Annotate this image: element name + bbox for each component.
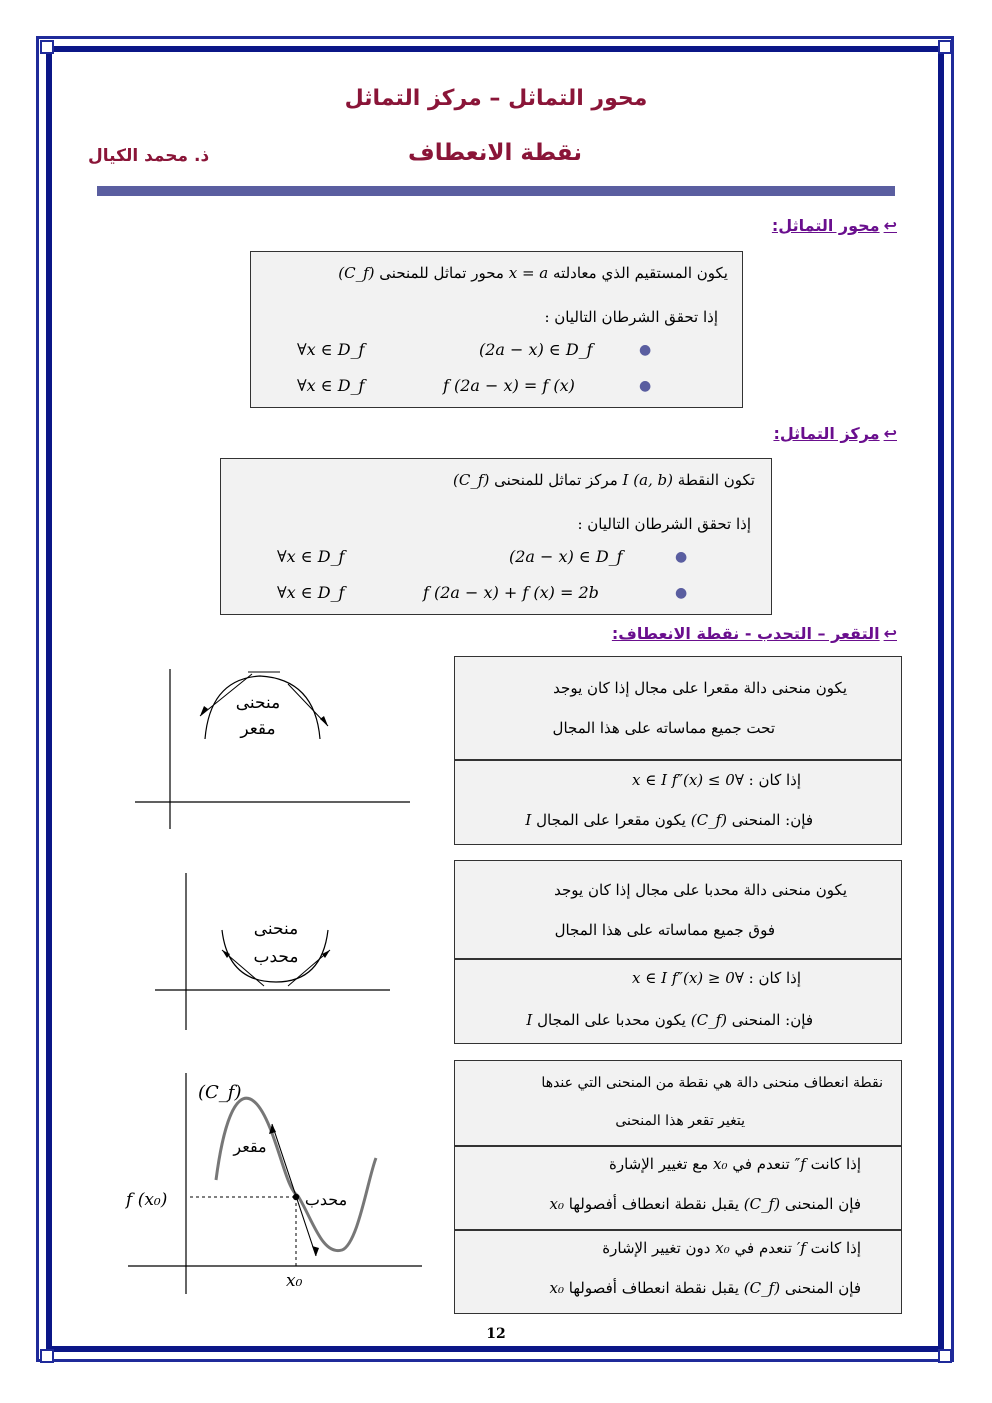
axis-cond1-expr: (2a − x) ∈ D_f (479, 340, 593, 359)
center-def-line1: تكون النقطة I (a, b) مركز تماثل للمنحنى (C_f) (453, 471, 755, 489)
inflection-cond2-line: إذا كانت f′ تنعدم في x₀ دون تغيير الإشارة (602, 1239, 861, 1257)
frame-corner (938, 40, 952, 54)
page-title: محور التماثل – مركز التماثل (344, 86, 648, 111)
frame-corner (938, 1349, 952, 1363)
header-divider (97, 186, 895, 196)
inflection-concl2-line: فإن المنحنى (C_f) يقبل نقطة انعطاف أفصولها x₀ (549, 1279, 861, 1297)
inflection-figure-concave-label: مقعر (233, 1137, 267, 1156)
box-divider (455, 958, 901, 960)
axis-def-line2: إذا تحقق الشرطان التاليان : (544, 308, 718, 326)
axis-cond2-expr: f (2a − x) = f (x) (443, 376, 575, 395)
center-cond2-expr: f (2a − x) + f (x) = 2b (423, 583, 599, 602)
center-cond1-quantifier: ∀x ∈ D_f (277, 547, 345, 566)
inflection-figure-convex-label: محدب (304, 1190, 348, 1209)
inflection-figure-fx0-label: f (x₀) (126, 1190, 168, 1210)
return-arrow-icon: ↩ (883, 424, 897, 443)
axis-definition-box (250, 251, 743, 408)
convex-definition-box (454, 860, 902, 1044)
page-subtitle: نقطة الانعطاف (408, 140, 582, 166)
author-name: ذ. محمد الكيال (88, 146, 210, 166)
axis-cond2-quantifier: ∀x ∈ D_f (297, 376, 365, 395)
center-definition-box (220, 458, 772, 615)
concave-figure-label2: مقعر (240, 719, 276, 739)
inflection-definition-box (454, 1060, 902, 1314)
section-heading-center: ↩مركز التماثل: (773, 424, 897, 443)
section-heading-axis: ↩محور التماثل: (771, 216, 897, 235)
axis-def-line1: يكون المستقيم الذي معادلته x = a محور تماثل للمنحنى (C_f) (338, 264, 728, 282)
convex-cond-line: إذا كان : ∀x ∈ I f″(x) ≥ 0 (632, 969, 801, 987)
concave-figure-label1: منحنى (235, 693, 281, 713)
box-divider (455, 1145, 901, 1147)
inflection-def-line1: نقطة انعطاف منحنى دالة هي نقطة من المنحنى التي عندها (541, 1075, 883, 1091)
frame-corner (40, 1349, 54, 1363)
inflection-cond1-line: إذا كانت f″ تنعدم في x₀ مع تغيير الإشارة (609, 1155, 861, 1173)
bullet-icon: ● (639, 342, 652, 358)
convex-figure-label2: محدب (253, 947, 299, 967)
center-cond1-expr: (2a − x) ∈ D_f (509, 547, 623, 566)
bullet-icon: ● (639, 378, 652, 394)
box-divider (455, 1229, 901, 1231)
bullet-icon: ● (675, 549, 688, 565)
inflection-concl1-line: فإن المنحنى (C_f) يقبل نقطة انعطاف أفصولها x₀ (549, 1195, 861, 1213)
axis-cond1-quantifier: ∀x ∈ D_f (297, 340, 365, 359)
inflection-figure-x0-label: x₀ (286, 1271, 303, 1291)
return-arrow-icon: ↩ (883, 216, 897, 235)
frame-corner (40, 40, 54, 54)
inflection-curve-figure (120, 1068, 430, 1298)
inflection-def-line2: يتغير تقعر هذا المنحنى (615, 1113, 745, 1129)
center-def-line2: إذا تحقق الشرطان التاليان : (577, 515, 751, 533)
convex-def-line2: فوق جميع مماساته على هذا المجال (554, 921, 775, 939)
concave-conclusion-line: فإن: المنحنى (C_f) يكون مقعرا على المجال I (525, 811, 813, 829)
concave-curve-figure (130, 664, 420, 836)
concave-definition-box (454, 656, 902, 845)
inflection-figure-cf-label: (C_f) (198, 1082, 242, 1103)
convex-conclusion-line: فإن: المنحنى (C_f) يكون محدبا على المجال I (526, 1011, 813, 1029)
concave-def-line1: يكون منحنى دالة مقعرا على مجال إذا كان يوجد (553, 679, 847, 697)
concave-def-line2: تحت جميع مماساته على هذا المجال (552, 719, 775, 737)
convex-figure-label1: منحنى (253, 919, 299, 939)
concave-cond-line: إذا كان : ∀x ∈ I f″(x) ≤ 0 (632, 771, 801, 789)
box-divider (455, 759, 901, 761)
convex-curve-figure (150, 870, 400, 1035)
return-arrow-icon: ↩ (883, 624, 897, 643)
page-number: 12 (486, 1326, 506, 1342)
bullet-icon: ● (675, 585, 688, 601)
center-cond2-quantifier: ∀x ∈ D_f (277, 583, 345, 602)
convex-def-line1: يكون منحنى دالة محدبا على مجال إذا كان يوجد (554, 881, 847, 899)
section-heading-concavity: ↩التقعر – التحدب - نقطة الانعطاف: (611, 624, 897, 643)
